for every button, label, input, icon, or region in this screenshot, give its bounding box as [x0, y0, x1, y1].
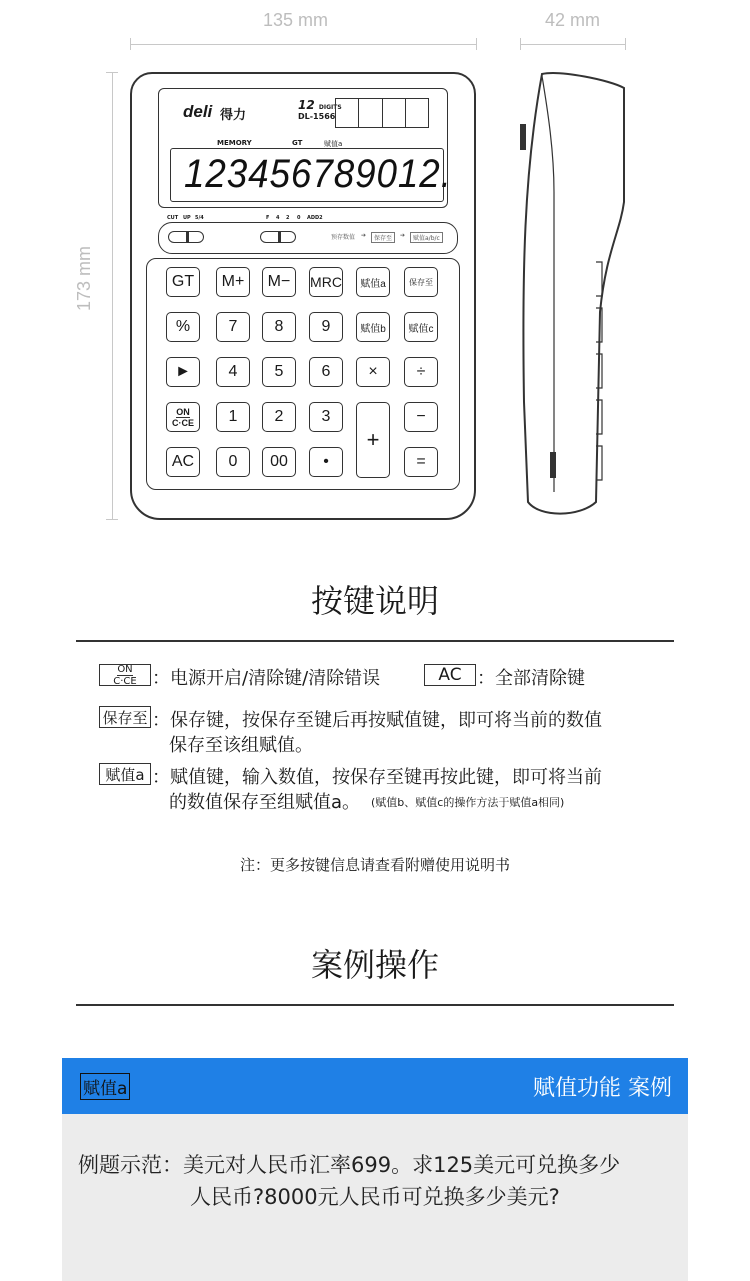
key-7[interactable]: 7: [216, 312, 250, 342]
key-divide[interactable]: ÷: [404, 357, 438, 387]
key-memory-minus[interactable]: M−: [262, 267, 296, 297]
depth-dimension-label: 42 mm: [545, 10, 601, 30]
switch-label-0: 0: [297, 215, 301, 221]
switch-label-4: 4: [276, 215, 280, 221]
key-9[interactable]: 9: [309, 312, 343, 342]
key-minus[interactable]: −: [404, 402, 438, 432]
save-key-tag: 保存至: [99, 706, 151, 728]
lcd-label-gt: GT: [292, 139, 303, 147]
switch-label-f: F: [266, 215, 270, 221]
section-title-examples: 案例操作: [310, 946, 439, 984]
key-assign-b[interactable]: 赋值b: [356, 312, 390, 342]
width-dimension-label: 135 mm: [263, 10, 329, 30]
key-memory-plus[interactable]: M+: [216, 267, 250, 297]
key-0[interactable]: 0: [216, 447, 250, 477]
lcd-digits: 123456789012.: [184, 152, 452, 196]
key-1[interactable]: 1: [216, 402, 250, 432]
flow-step2: 保存至: [371, 232, 395, 243]
dimension-tick: [520, 38, 521, 50]
example-line-1: 例题示范：美元对人民币汇率699。求125美元可兑换多少: [78, 1153, 621, 1177]
key-5[interactable]: 5: [262, 357, 296, 387]
brand-logo: deli: [183, 102, 213, 121]
flow-step3: 赋值a/b/c: [410, 232, 443, 243]
model-number: DL-1566: [298, 112, 336, 121]
dimension-tick: [130, 38, 131, 50]
ac-key-description: ：全部清除键: [477, 668, 585, 689]
key-mrc[interactable]: MRC: [309, 267, 343, 297]
key-3[interactable]: 3: [309, 402, 343, 432]
key-multiply[interactable]: ×: [356, 357, 390, 387]
banner-tag: 赋值a: [80, 1073, 130, 1100]
key-00[interactable]: 00: [262, 447, 296, 477]
brand-logo-cn: 得力: [220, 108, 247, 123]
key-equals[interactable]: =: [404, 447, 438, 477]
section-divider: [76, 640, 674, 642]
on-tag-top: ON: [117, 663, 133, 675]
key-save-to[interactable]: 保存至: [404, 267, 438, 297]
assign-key-description-2: 的数值保存至组赋值a。: [169, 792, 361, 813]
arrow-right-icon: ➔: [400, 232, 406, 239]
banner-title: 赋值功能 案例: [533, 1076, 672, 1101]
key-plus[interactable]: +: [356, 402, 390, 478]
rounding-switch[interactable]: [168, 231, 204, 243]
switch-label-54: 5/4: [195, 215, 204, 221]
key-ac[interactable]: AC: [166, 447, 200, 477]
solar-panel: [335, 98, 429, 128]
key-4[interactable]: 4: [216, 357, 250, 387]
decimal-switch[interactable]: [260, 231, 296, 243]
digits-count: 12 DIGITS: [298, 98, 342, 112]
calculator-side-view: [520, 72, 630, 522]
key-gt[interactable]: GT: [166, 267, 200, 297]
flow-step1: 预存数值: [331, 234, 356, 241]
height-dimension-label: 173 mm: [74, 245, 95, 312]
dimension-tick: [106, 72, 118, 73]
on-key-tag: [99, 664, 151, 686]
key-8[interactable]: 8: [262, 312, 296, 342]
key-percent[interactable]: %: [166, 312, 200, 342]
key-on-label: ON: [176, 406, 190, 417]
footnote: 注：更多按键信息请查看附赠使用说明书: [239, 856, 510, 874]
depth-dimension-line: [520, 44, 626, 45]
dimension-tick: [476, 38, 477, 50]
dimension-tick: [625, 38, 626, 50]
key-2[interactable]: 2: [262, 402, 296, 432]
assign-key-description-1: ：赋值键，输入数值，按保存至键再按此键，即可将当前: [152, 767, 602, 788]
lcd-label-assign: 赋值a: [324, 140, 343, 148]
assign-key-tag: 赋值a: [99, 763, 151, 785]
arrow-right-icon: ➔: [361, 232, 367, 239]
ac-key-tag: AC: [424, 664, 476, 686]
save-key-description-2: 保存至该组赋值。: [169, 735, 313, 756]
switch-label-2: 2: [286, 215, 290, 221]
on-tag-bottom: C·CE: [113, 675, 137, 687]
lcd-label-memory: MEMORY: [217, 139, 252, 147]
switch-label-cut: CUT: [167, 215, 179, 221]
section-title-keys: 按键说明: [310, 582, 439, 620]
assign-key-note: (赋值b、赋值c的操作方法于赋值a相同): [371, 796, 565, 809]
key-assign-c[interactable]: 赋值c: [404, 312, 438, 342]
width-dimension-line: [130, 44, 476, 45]
key-backspace[interactable]: ►: [166, 357, 200, 387]
on-key-description: ：电源开启/清除键/清除错误: [152, 668, 381, 689]
switch-label-up: UP: [183, 215, 191, 221]
section-divider: [76, 1004, 674, 1006]
key-6[interactable]: 6: [309, 357, 343, 387]
key-assign-a[interactable]: 赋值a: [356, 267, 390, 297]
save-key-description-1: ：保存键，按保存至键后再按赋值键，即可将当前的数值: [152, 710, 602, 731]
switch-label-add2: ADD2: [307, 215, 323, 221]
key-on-cce[interactable]: [166, 402, 200, 432]
dimension-tick: [106, 519, 118, 520]
key-decimal[interactable]: •: [309, 447, 343, 477]
height-dimension-line: [112, 72, 113, 520]
key-cce-label: C·CE: [172, 417, 194, 428]
example-line-2: 人民币?8000元人民币可兑换多少美元?: [190, 1185, 560, 1209]
